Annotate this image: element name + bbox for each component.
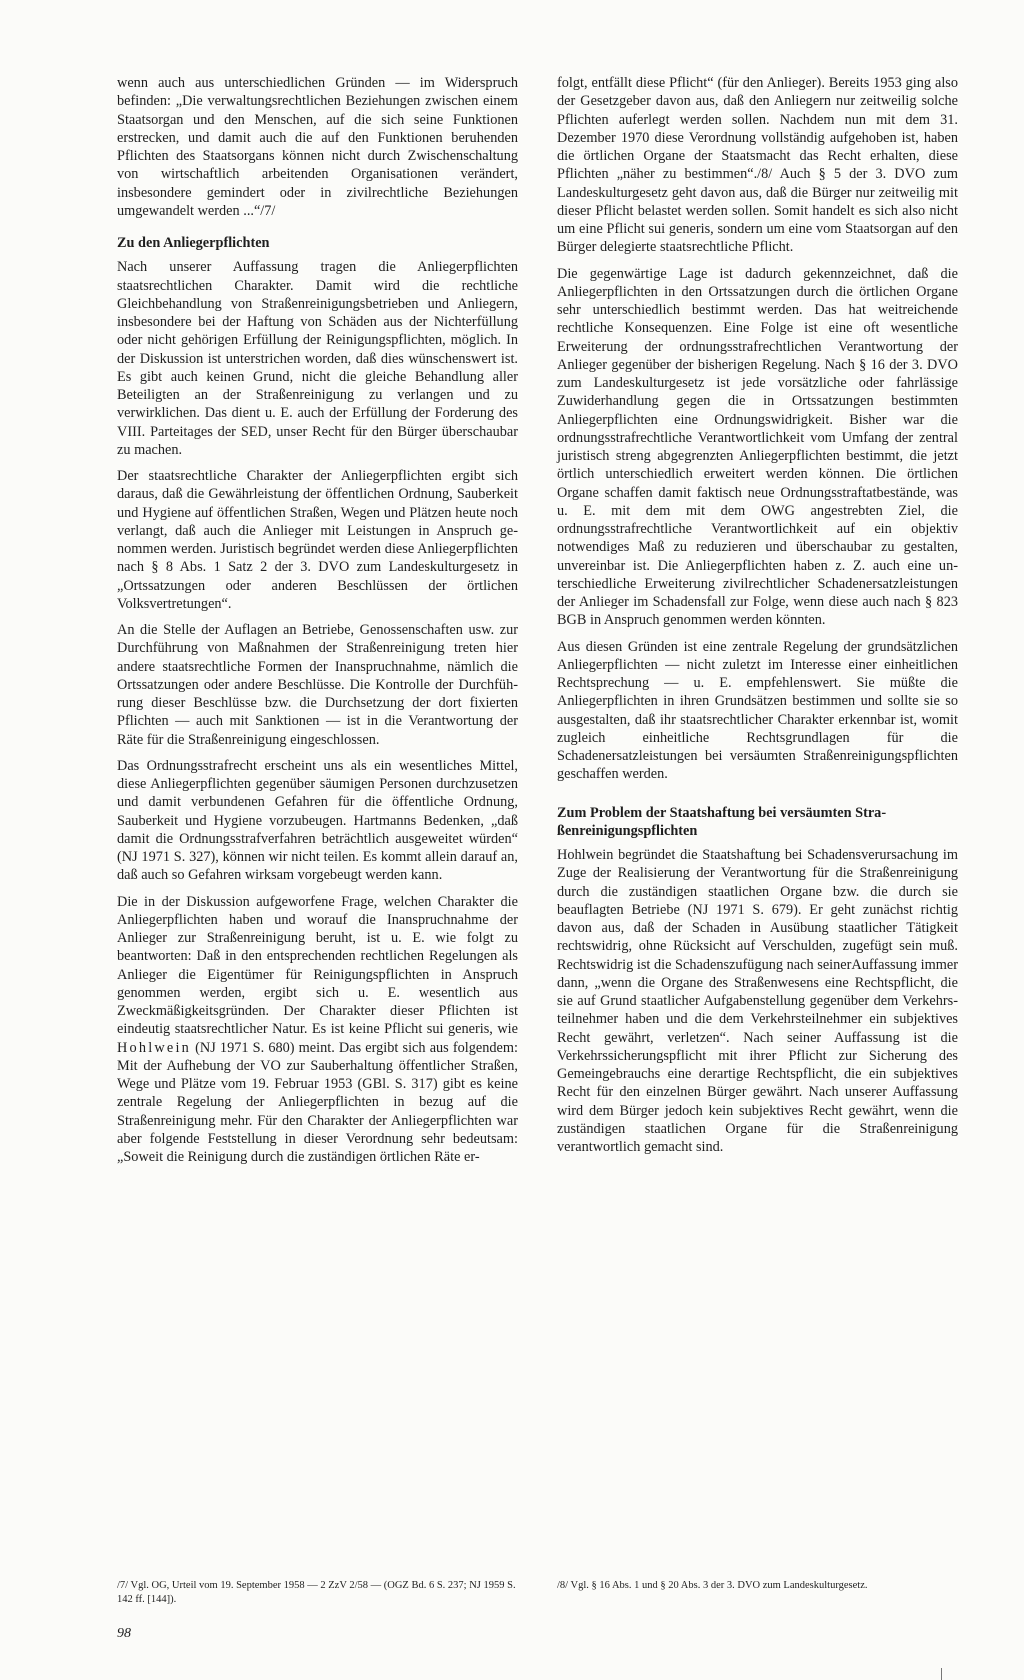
paragraph: Der staatsrechtliche Charakter der Anliegerpflichten ergibt sich daraus, daß die Gewährleistung der öffentlichen Ordnung, Sauberkeit und Hygiene auf öffentlichen Straßen, Wegen und Plätzen heute noch verlangt, daß auch die Anlieger mit Leistungen in Anspruch genommen werden. Juristisch begründet werden diese Anliegerpflichten nach § 8 Abs. 1 Satz 2 der 3. DVO zum Landeskulturgesetz in „Ortssatzungen oder anderen Beschlüssen der örtlichen Volksvertretungen“. <box>117 468 518 612</box>
paragraph: folgt, entfällt diese Pflicht“ (für den Anlieger). Bereits 1953 ging also der Gesetzgeber davon aus, daß den Anliegern nur zeitweilig solche Pflichten auferlegt werden sollen. Nachdem nun mit dem 31. Dezember 1970 diese Verordnung vollständig aufgehoben ist, haben die örtlichen Organe der Staatsmacht das Recht erhalten, diese Pflichten „näher zu bestimmen“./8/ Auch § 5 der 3. DVO zum Landeskulturgesetz geht davon aus, daß die Bürger nur zeitweilig mit dieser Pflicht belastet werden sollen. Somit handelt es sich also nicht um eine Pflicht sui generis, sondern um eine vom Staatsorgan auf den Bürger delegierte staatsrechtliche Pflicht. <box>557 75 958 256</box>
section-heading-staatshaftung: Zum Problem der Staatshaftung bei versäumten Straßenreinigungspflichten <box>557 804 887 839</box>
paragraph-text: Die in der Diskussion aufgeworfene Frage, welchen Charakter die Anliegerpflichten haben und worauf die Inanspruchnahme der Anlieger zur Straßenreinigung beruht, ist u. E. wie folgt zu beantworten: Daß in den entsprechenden rechtlichen Regelungen als Anlieger die Eigentümer für Reinigungspflichten in Anspruch genommen werden, ergibt sich u. E. wesentlich aus Zweckmäßigkeitsgründen. Der Charakter dieser Pflichten ist eindeutig staatsrechtlicher Natur. Es ist keine Pflicht sui generis, wie <box>117 893 518 1038</box>
footnote-8: /8/ Vgl. § 16 Abs. 1 und § 20 Abs. 3 der 3. DVO zum Landeskulturgesetz. <box>557 1580 868 1591</box>
paragraph: Hohlwein begründet die Staatshaftung bei Schadensverursachung im Zuge der Realisierung der Verantwortung für die Straßenreinigung durch die zuständigen staatlichen Organe bzw. die durch sie beauflagten Betriebe (NJ 1971 S. 679). Er geht zunächst richtig davon aus, daß der Schaden in Ausübung staatlicher Tätigkeit rechtswidrig, ohne Rücksicht auf Verschulden, zugefügt sein muß. Rechtswidrig ist die Schadenszufügung nach seinerAuffassung immer dann, „wenn die Organe des Straßenwesens eine Rechtspflicht, die sie auf Grund staatlicher Aufgabenstellung gegenüber dem Verkehrsteilnehmer haben und die dem Verkehrsteilnehmer ein subjektives Recht gewährt, verletzen“. Nach seiner Auffassung ist die Verkehrssicherungspflicht mit ihrer Pflicht zur Sicherung des Gemeingebrauchs eine derartige Rechtspflicht, die ein subjektives Recht für den einzelnen Bürger gewährt. Nach unserer Auffassung wird dem Bürger jedoch kein subjektives Recht gewährt, wenn die zuständigen staatlichen Organe für die Straßenreinigung verantwortlich gemacht sind. <box>557 847 958 1155</box>
left-column <box>117 74 518 1174</box>
paragraph: Nach unserer Auffassung tragen die Anliegerpflichten staatsrechtlichen Charakter. Damit wird die rechtliche Gleichbehandlung von Straßenreinigungsbetrieben und Anliegern, insbesondere bei der Haftung von Schäden aus der Nichterfüllung oder nicht gehörigen Erfüllung der Reinigungspflichten, möglich. In der Diskussion ist unterstrichen worden, daß dies wünschenswert ist. Es gibt auch keinen Grund, nicht die gleiche Behandlung aller Beteiligten an der Straßenreinigung zu verlangen und zu verwirklichen. Das dient u. E. auch der Erfüllung der Forderung des VIII. Parteitages der SED, unser Recht für den Bürger überschaubar zu machen. <box>117 259 518 458</box>
paragraph: Die gegenwärtige Lage ist dadurch gekennzeichnet, daß die Anliegerpflichten in den Ortssatzungen durch die örtlichen Organe sehr unterschiedlich bestimmt werden. Das hat weitreichende rechtliche Konsequenzen. Eine Folge ist eine oft wesentliche Erweiterung der ordnungsstrafrechtlichen Verantwortung der Anlieger gegenüber der bisherigen Regelung. Nach § 16 der 3. DVO zum Landeskulturgesetz ist jede vorsätzliche oder fahrlässige Zuwiderhandlung gegen die in Ortssatzungen bestimmten Anliegerpflichten eine Ordnungswidrigkeit. Bisher war die ordnungsstrafrechtliche Verantwortlichkeit vom Umfang der zentral juristisch streng abgegrenzten Anliegerpflichten bestimmt, die jetzt örtlich unterschiedlich erweitert werden können. Die örtlichen Organe schaffen damit faktisch neue Ordnungsstraftatbestände, was u. E. mit dem mit dem OWG angestrebten Ziel, die ordnungsstrafrechtliche Verantwortlichkeit auf ein objektiv notwendiges Maß zu reduzieren und überschaubar zu gestalten, unvereinbar ist. Die Anliegerpflichten haben z. Z. auch eine unterschiedliche Erweiterung zivilrechtlicher Schadenersatzleistungen der Anlieger im Schadensfall zur Folge, wenn diese auch nach § 823 BGB in Anspruch genommen werden könnten. <box>557 265 958 629</box>
paragraph: wenn auch aus unterschiedlichen Gründen — im Widerspruch befinden: „Die verwaltungsrechtlichen Beziehungen zwischen einem Staatsorgan und den Menschen, auf die sich seine Funktionen erstrecken, und damit auch die auf den Funktionen beruhenden Pflichten des Staatsorgans können nicht durch Zwischenschaltung von wirtschaftlich arbeitenden Organisationen verändert, insbesondere gemindert oder in zivilrechtliche Beziehungen umgewandelt werden ...“/7/ <box>117 75 518 219</box>
page-number: 98 <box>117 1626 131 1641</box>
paragraph: Aus diesen Gründen ist eine zentrale Regelung der grundsätzlichen Anliegerpflichten — nicht zuletzt im Interesse einer einheitlichen Rechtsprechung — u. E. empfehlenswert. Sie müßte die Anliegerpflichten in ihren Grundsätzen bestimmen und sollte sie so ausgestalten, daß ihr staatsrechtlicher Charakter erkennbar ist, womit zugleich einheitliche Rechtsgrundlagen für die Schadenersatzleistungen bei versäumten Straßenreinigungspflichten geschaffen werden. <box>557 638 958 783</box>
paragraph <box>117 893 518 1167</box>
paragraph-text: (NJ 1971 S. 680) meint. Das ergibt sich aus folgendem: Mit der Aufhebung der VO zur Sauberhaltung öffentlicher Straßen, Wege und Plätze vom 19. Februar 1953 (GBl. S. 317) gibt es keine zentrale Regelung der Anliegerpflichten in bezug auf die Straßenreinigung mehr. Für den Charakter der Anliegerpflichten war aber folgende Feststellung in dieser Verordnung sehr bedeutsam: „Soweit die Reinigung durch die zuständigen örtlichen Räte er- <box>117 1039 518 1165</box>
section-heading-anliegerpflichten: Zu den Anliegerpflichten <box>117 235 270 251</box>
paragraph: Das Ordnungsstrafrecht erscheint uns als ein wesentliches Mittel, diese Anliegerpflichten gegenüber säumigen Personen durchzusetzen und damit verbundenen Gefahren für die öffentliche Ordnung, Sauberkeit und Hygiene vorzubeugen. Hartmanns Bedenken, „daß damit die Ordnungsstrafverfahren beträchtlich ausgeweitet würden“ (NJ 1971 S. 327), können wir nicht teilen. Es kommt allein darauf an, daß auch so Gefahren wirksam vorgebeugt werden kann. <box>117 757 518 884</box>
author-name: Hohlwein <box>117 1039 191 1056</box>
footnote-7: /7/ Vgl. OG, Urteil vom 19. September 1958 — 2 ZzV 2/58 — (OGZ Bd. 6 S. 237; NJ 1959 S. 142 ff. [144]). <box>117 1580 516 1605</box>
paragraph: An die Stelle der Auflagen an Betriebe, Genossenschaften usw. zur Durchführung von Maßnahmen der Straßenreinigung treten hier andere staatsrechtliche Formen der Inanspruchnahme, nämlich die Ortssatzungen oder andere Beschlüsse. Die Kontrolle der Durchführung dieser Beschlüsse bzw. die Durchsetzung der dort fixierten Pflichten — auch mit Sanktionen — ist in die Verantwortung der Räte für die Straßenreinigung eingeschlossen. <box>117 622 518 748</box>
right-column <box>557 74 958 1164</box>
margin-mark <box>941 1668 942 1680</box>
